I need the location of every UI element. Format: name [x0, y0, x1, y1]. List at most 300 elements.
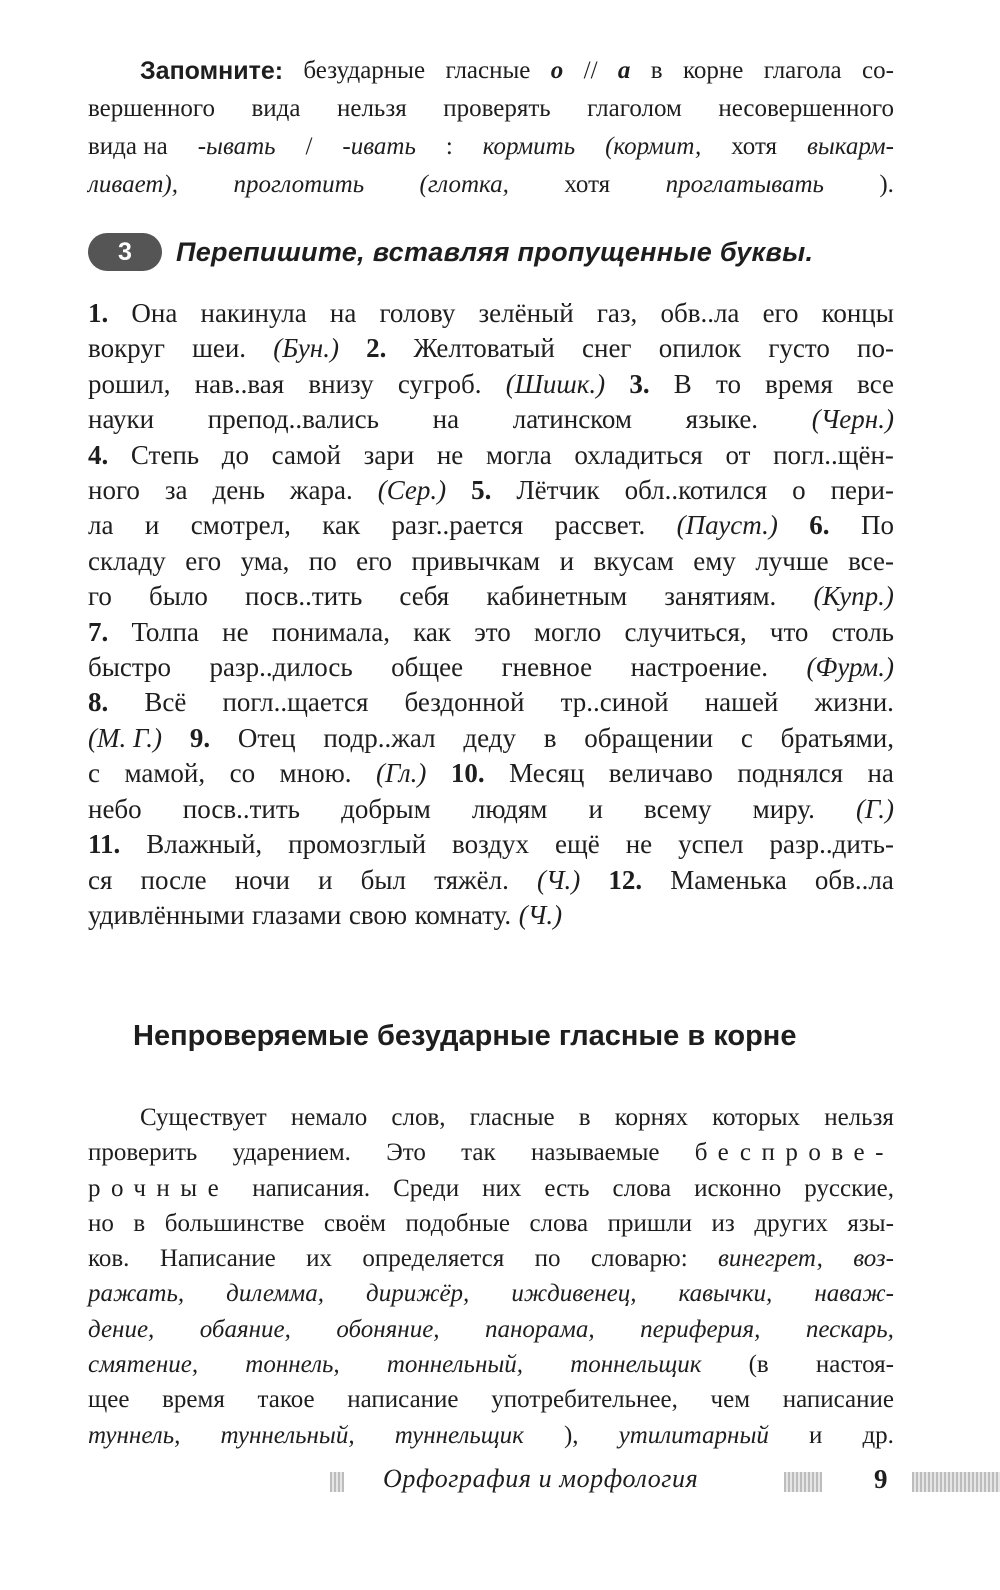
word: (глотка,	[419, 171, 509, 198]
word: нельзя	[336, 95, 407, 122]
word: не	[222, 616, 249, 647]
word: мною.	[279, 758, 352, 789]
word: могла	[485, 439, 552, 470]
word: ся	[88, 864, 113, 895]
exercise-text	[88, 296, 894, 933]
text-line	[88, 1276, 894, 1311]
word: с	[740, 722, 753, 753]
word: шеи.	[192, 333, 247, 364]
word: иждивенец,	[511, 1280, 637, 1308]
word: ударением.	[232, 1139, 351, 1167]
text-line	[88, 615, 894, 650]
word: Степь	[130, 439, 200, 470]
word: обращении	[584, 722, 714, 753]
word: кормить	[482, 133, 576, 160]
word: панорама,	[485, 1315, 595, 1343]
word: комнату.	[414, 899, 512, 930]
word: о	[792, 475, 806, 506]
word: (Черн.)	[811, 404, 894, 435]
word: ещё	[555, 829, 600, 860]
text-line	[88, 579, 894, 614]
text-line	[88, 1312, 894, 1347]
word: Запомните:	[140, 57, 284, 85]
word: исконно	[694, 1174, 782, 1202]
word: на	[432, 404, 460, 435]
word: пескарь,	[805, 1315, 894, 1343]
word: мамой,	[124, 758, 206, 789]
word: по	[534, 1245, 561, 1273]
word: обоняние,	[336, 1315, 440, 1343]
word: о	[550, 57, 564, 84]
word: кабинетным	[486, 581, 628, 612]
word: так	[461, 1139, 496, 1167]
word: поднялся	[737, 758, 843, 789]
word: небо	[88, 793, 142, 824]
word: быстро	[88, 652, 171, 683]
word: есть	[544, 1174, 590, 1202]
word: газ,	[596, 298, 638, 328]
word: жизни.	[814, 687, 894, 718]
word: выкарм-	[807, 133, 894, 160]
word: ла	[88, 510, 114, 541]
word: глазами	[251, 899, 342, 930]
word: щее	[88, 1386, 130, 1414]
word: языке.	[685, 404, 759, 435]
word: рочные	[88, 1174, 230, 1202]
word: с	[88, 758, 100, 789]
word: ума,	[240, 545, 290, 576]
word: удивлёнными	[88, 899, 245, 930]
word: понимала,	[271, 616, 390, 647]
word: словарю:	[590, 1245, 688, 1273]
word: ков.	[88, 1245, 130, 1273]
word: хотя	[731, 133, 778, 160]
word: тр..синой	[560, 687, 669, 718]
word: густо	[768, 333, 830, 364]
text-line	[88, 1206, 894, 1241]
page-number: 9	[874, 1464, 888, 1494]
task-title: Перепишите, вставляя пропущенные буквы.	[176, 236, 814, 267]
word: Существует	[140, 1104, 267, 1131]
word: обв..ла	[660, 298, 740, 328]
text-line	[88, 1241, 894, 1276]
word: деду	[463, 722, 516, 753]
word: нельзя	[824, 1104, 894, 1131]
word: время	[162, 1386, 225, 1414]
word: (М. Г.)	[88, 722, 163, 753]
word: дирижёр,	[366, 1280, 470, 1308]
footer-title: Орфография и морфология	[383, 1464, 699, 1493]
word: разр..дить-	[769, 829, 894, 860]
word: все-	[848, 545, 894, 576]
text-line	[88, 1171, 894, 1206]
word: латинском	[512, 404, 632, 435]
word: 3.	[629, 368, 650, 399]
word: (Сер.)	[377, 475, 447, 506]
word: обаяние,	[199, 1315, 291, 1343]
text-line	[88, 128, 894, 166]
word: общее	[391, 652, 464, 683]
word: русские,	[804, 1174, 894, 1202]
word: голову	[379, 298, 456, 328]
word: из	[711, 1209, 735, 1237]
word: (Фурм.)	[806, 652, 894, 683]
word: промозглый	[288, 829, 427, 860]
word: в	[133, 1209, 146, 1237]
word: от	[725, 439, 751, 470]
word: безударные	[303, 57, 426, 84]
word: глагола	[763, 57, 842, 84]
word: время	[765, 368, 833, 399]
word: корне	[682, 57, 744, 84]
word: бездонной	[404, 687, 525, 718]
word: препод..вались	[207, 404, 379, 435]
word: лучше	[755, 545, 829, 576]
word: его	[185, 545, 222, 576]
text-line	[88, 1347, 894, 1382]
text-line	[88, 402, 894, 437]
word: разр..дилось	[209, 652, 353, 683]
word: все	[857, 368, 894, 399]
word: но	[88, 1209, 114, 1237]
word: настроение.	[630, 652, 769, 683]
word: своём	[323, 1209, 387, 1237]
word: винегрет,	[718, 1245, 823, 1273]
word: рассвет.	[554, 510, 646, 541]
word: обв..ла	[814, 864, 894, 895]
word: слова	[612, 1174, 672, 1202]
text-line	[88, 90, 894, 128]
word: /	[305, 133, 313, 160]
word: Маменька	[670, 864, 787, 895]
word: как	[413, 616, 452, 647]
word: то	[716, 368, 741, 399]
word: дилемма,	[226, 1280, 324, 1308]
word: проглотить	[233, 171, 365, 198]
text-line	[88, 331, 894, 366]
word: его	[762, 298, 799, 328]
word: после	[140, 864, 207, 895]
text-line	[88, 685, 894, 720]
word: привычкам	[411, 545, 541, 576]
word: науки	[88, 404, 155, 435]
word: беспрове-	[694, 1139, 894, 1167]
word: нав..вая	[194, 368, 285, 399]
word: не	[625, 829, 653, 860]
word: в	[578, 1104, 591, 1131]
word: Толпа	[131, 616, 199, 647]
word: могло	[533, 616, 602, 647]
word: (Гл.)	[375, 758, 427, 789]
word: погл..щён-	[773, 439, 894, 470]
word: смятение,	[88, 1351, 199, 1379]
word: сугроб.	[397, 368, 482, 399]
word: дение,	[88, 1315, 155, 1343]
word: :	[445, 133, 453, 160]
word: По	[860, 510, 894, 541]
word: в	[543, 722, 557, 753]
word: ),	[563, 1421, 579, 1449]
word: проглатывать	[665, 171, 824, 198]
text-line	[88, 544, 894, 579]
word: пери-	[830, 475, 894, 506]
rule-note	[88, 52, 894, 204]
word: вида	[251, 95, 301, 122]
word: воздух	[452, 829, 530, 860]
text-line	[88, 166, 894, 204]
word: хотя	[564, 171, 611, 198]
word: тоннельщик	[570, 1351, 702, 1379]
word: пришли	[607, 1209, 693, 1237]
word: написание	[782, 1386, 894, 1414]
word: нашей	[704, 687, 779, 718]
text-line	[88, 473, 894, 508]
word: (Шишк.)	[505, 368, 606, 399]
word: снег	[582, 333, 632, 364]
word: Отец	[237, 722, 296, 753]
task-number-badge: 3	[88, 233, 162, 271]
word: всему	[644, 793, 712, 824]
word: слов,	[391, 1104, 446, 1131]
footer-band-middle	[784, 1472, 822, 1492]
word: немало	[290, 1104, 368, 1131]
word: рошил,	[88, 368, 171, 399]
word: и	[559, 545, 575, 576]
word: было	[149, 581, 208, 612]
word: свою	[348, 899, 408, 930]
word: смотрел,	[190, 510, 291, 541]
word: его	[356, 545, 393, 576]
word: со	[229, 758, 256, 789]
word: корнях	[614, 1104, 688, 1131]
word: не	[436, 439, 464, 470]
word: чем	[710, 1386, 751, 1414]
word: го	[88, 581, 112, 612]
word: накинула	[200, 298, 307, 328]
text-line	[88, 1135, 894, 1170]
word: 1.	[88, 298, 109, 328]
text-line	[88, 1100, 894, 1135]
word: 10.	[450, 758, 485, 789]
word: 6.	[809, 510, 830, 541]
word: добрым	[341, 793, 431, 824]
word: гласные	[445, 57, 531, 84]
word: а	[617, 57, 631, 84]
page-footer	[0, 1462, 1000, 1502]
word: В	[673, 368, 692, 399]
word: тяжёл.	[434, 864, 509, 895]
section-paragraph	[88, 1100, 894, 1453]
word: концы	[821, 298, 894, 328]
word: случиться,	[624, 616, 747, 647]
text-line	[88, 650, 894, 685]
word: 11.	[88, 829, 121, 860]
text-line	[88, 792, 894, 827]
word: (Ч.)	[518, 899, 563, 930]
word: глаголом	[587, 95, 682, 122]
text-line	[88, 1382, 894, 1417]
word: гласные	[469, 1104, 555, 1131]
word: Лётчик	[516, 475, 600, 506]
text-line	[88, 721, 894, 756]
word: со-	[862, 57, 894, 84]
word: (Купр.)	[813, 581, 894, 612]
word: Это	[386, 1139, 426, 1167]
word: (Ч.)	[536, 864, 581, 895]
word: обл..котился	[624, 475, 768, 506]
word: и	[318, 864, 333, 895]
word: что	[769, 616, 809, 647]
word: по	[308, 545, 337, 576]
word: на	[329, 298, 357, 328]
word: 9.	[189, 722, 211, 753]
word: ного	[88, 475, 140, 506]
word: величаво	[608, 758, 713, 789]
word: туннель,	[88, 1421, 181, 1449]
word: проверить	[88, 1139, 198, 1167]
word: складу	[88, 545, 166, 576]
word: туннельщик	[394, 1421, 524, 1449]
word: ражать,	[88, 1280, 185, 1308]
word: язы-	[847, 1209, 894, 1237]
word: день	[212, 475, 265, 506]
word: зелёный	[478, 298, 574, 328]
task-header	[88, 232, 813, 272]
word: большинстве	[164, 1209, 305, 1237]
word: (в	[748, 1351, 769, 1379]
word: их	[306, 1245, 333, 1273]
word: был	[360, 864, 407, 895]
word: по-	[857, 333, 894, 364]
word: написание	[347, 1386, 459, 1414]
word: в	[650, 57, 663, 84]
word: несовершенного	[718, 95, 894, 122]
word: за	[164, 475, 188, 506]
word: //	[583, 57, 598, 84]
word: вершенного	[88, 95, 215, 122]
text-line	[88, 1418, 894, 1453]
word: такое	[257, 1386, 315, 1414]
footer-band-left	[330, 1472, 344, 1492]
word: и	[588, 793, 603, 824]
word: определяется	[362, 1245, 505, 1273]
word: подобные	[405, 1209, 510, 1237]
text-line	[88, 508, 894, 543]
word: и	[144, 510, 160, 541]
word: -ивать	[342, 133, 416, 160]
text-line	[88, 898, 894, 933]
word: ночи	[234, 864, 290, 895]
word: слова	[529, 1209, 589, 1237]
word: погл..щается	[222, 687, 369, 718]
word: Всё	[144, 687, 187, 718]
word: которых	[712, 1104, 801, 1131]
word: 2.	[366, 333, 387, 364]
word: разг..рается	[391, 510, 524, 541]
word: братьями,	[780, 722, 894, 753]
word: себя	[399, 581, 450, 612]
word: -ывать	[197, 133, 276, 160]
word: гневное	[501, 652, 593, 683]
word: Она	[131, 298, 178, 328]
word: жара.	[289, 475, 353, 506]
word: людям	[471, 793, 548, 824]
text-line	[88, 438, 894, 473]
word: называемые	[530, 1139, 660, 1167]
word: 5.	[471, 475, 492, 506]
word: как	[322, 510, 361, 541]
word: вида на	[88, 133, 168, 160]
word: охладиться	[574, 439, 703, 470]
word: Среди	[393, 1174, 460, 1202]
word: других	[754, 1209, 828, 1237]
text-line	[88, 296, 894, 331]
word: (Пауст.)	[676, 510, 778, 541]
word: 4.	[88, 439, 109, 470]
word: др.	[862, 1421, 894, 1449]
word: это	[474, 616, 511, 647]
word: зари	[363, 439, 415, 470]
word: периферия,	[640, 1315, 761, 1343]
word: ему	[693, 545, 736, 576]
word: подр..жал	[323, 722, 436, 753]
text-line	[88, 756, 894, 791]
word: наваж-	[814, 1280, 894, 1308]
word: Влажный,	[146, 829, 263, 860]
word: до	[221, 439, 249, 470]
word: вокруг	[88, 333, 165, 364]
word: тоннельный,	[386, 1351, 524, 1379]
word: Желтоватый	[413, 333, 555, 364]
word: проверять	[443, 95, 551, 122]
word: и	[808, 1421, 823, 1449]
word: успел	[678, 829, 744, 860]
text-line	[88, 52, 894, 90]
word: 8.	[88, 687, 109, 718]
word: посв..тить	[182, 793, 300, 824]
section-heading: Непроверяемые безударные гласные в корне	[133, 1020, 797, 1052]
word: утилитарный	[618, 1421, 769, 1449]
word: внизу	[308, 368, 374, 399]
word: посв..тить	[245, 581, 363, 612]
word: них	[482, 1174, 522, 1202]
word: Написание	[159, 1245, 276, 1273]
word: (Г.)	[855, 793, 894, 824]
word: занятиям.	[664, 581, 777, 612]
footer-band-right	[912, 1472, 1000, 1492]
word: (Бун.)	[273, 333, 339, 364]
word: 12.	[608, 864, 643, 895]
text-line	[88, 367, 894, 402]
word: употребительнее,	[491, 1386, 678, 1414]
word: ).	[879, 171, 894, 198]
word: 7.	[88, 616, 109, 647]
word: туннельный,	[220, 1421, 355, 1449]
word: столь	[831, 616, 894, 647]
word: написания.	[252, 1174, 371, 1202]
word: миру.	[752, 793, 815, 824]
word: Месяц	[509, 758, 585, 789]
word: кавычки,	[678, 1280, 773, 1308]
text-line	[88, 827, 894, 862]
word: (кормит,	[605, 133, 702, 160]
word: на	[867, 758, 894, 789]
word: опилок	[658, 333, 742, 364]
text-line	[88, 863, 894, 898]
word: самой	[271, 439, 341, 470]
word: воз-	[853, 1245, 894, 1273]
word: вкусам	[593, 545, 674, 576]
